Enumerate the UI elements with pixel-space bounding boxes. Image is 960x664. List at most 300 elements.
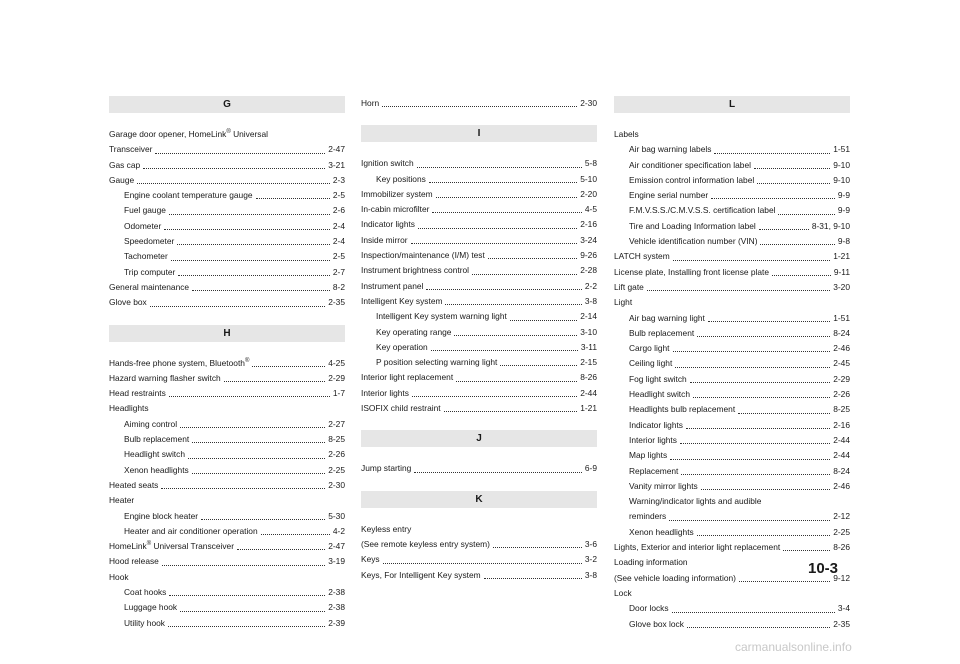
entry-text: Hook bbox=[109, 571, 129, 582]
index-entry bbox=[109, 524, 345, 539]
page-reference: 2-28 bbox=[580, 265, 597, 276]
dot-leader bbox=[412, 396, 577, 397]
dot-leader bbox=[256, 198, 330, 199]
entry-text: Aiming control bbox=[124, 418, 178, 429]
entry-text: Intelligent Key system warning light bbox=[376, 311, 507, 322]
page-reference: 3-10 bbox=[580, 326, 597, 337]
page-reference: 8-25 bbox=[833, 404, 850, 415]
entry-text: Lift gate bbox=[614, 281, 644, 292]
dot-leader bbox=[192, 442, 325, 443]
dot-leader bbox=[429, 182, 577, 183]
entry-text: Fog light switch bbox=[629, 373, 687, 384]
index-entry bbox=[614, 356, 850, 371]
index-entry bbox=[614, 311, 850, 326]
index-column-1 bbox=[109, 96, 345, 631]
entry-text: Heater bbox=[109, 495, 135, 506]
page-reference: 3-24 bbox=[580, 234, 597, 245]
page-reference: 2-26 bbox=[833, 389, 850, 400]
page-reference: 2-15 bbox=[580, 357, 597, 368]
dot-leader bbox=[436, 197, 578, 198]
entry-text: Gas cap bbox=[109, 159, 141, 170]
entry-text: Bulb replacement bbox=[124, 434, 190, 445]
index-entry bbox=[614, 158, 850, 173]
entry-text: Hood release bbox=[109, 556, 159, 567]
page-reference: 6-9 bbox=[584, 463, 597, 474]
index-entry bbox=[361, 355, 597, 370]
dot-leader bbox=[687, 627, 830, 628]
entry-text: Trip computer bbox=[124, 266, 176, 277]
index-entry bbox=[361, 537, 597, 552]
page-reference: 2-3 bbox=[332, 174, 345, 185]
dot-leader bbox=[192, 290, 330, 291]
entry-text: Heater and air conditioner operation bbox=[124, 525, 258, 536]
page-reference: 8-31, 9-10 bbox=[811, 220, 850, 231]
entry-text: Cargo light bbox=[629, 343, 670, 354]
entry-text: Odometer bbox=[124, 220, 162, 231]
index-entry bbox=[109, 585, 345, 600]
dot-leader bbox=[168, 626, 325, 627]
entry-text: Coat hooks bbox=[124, 587, 167, 598]
dot-leader bbox=[739, 581, 830, 582]
page-number: 10-3 bbox=[808, 560, 839, 577]
dot-leader bbox=[697, 535, 831, 536]
entry-text: Interior lights bbox=[629, 434, 677, 445]
page-reference: 2-44 bbox=[833, 434, 850, 445]
dot-leader bbox=[472, 274, 577, 275]
entry-text: Keys bbox=[361, 554, 380, 565]
dot-leader bbox=[708, 321, 830, 322]
entry-text: Keyless entry bbox=[361, 523, 412, 534]
page-reference: 2-38 bbox=[328, 587, 345, 598]
dot-leader bbox=[680, 443, 830, 444]
index-entry bbox=[361, 340, 597, 355]
entry-text: Horn bbox=[361, 98, 380, 108]
page-reference: 1-21 bbox=[580, 403, 597, 414]
dot-leader bbox=[672, 612, 835, 613]
index-entry bbox=[614, 402, 850, 417]
index-entry bbox=[109, 173, 345, 188]
index-entry bbox=[109, 616, 345, 631]
entry-text: Instrument panel bbox=[361, 280, 424, 291]
entry-text: Indicator lights bbox=[361, 219, 415, 230]
page-reference: 4-5 bbox=[584, 204, 597, 215]
page-reference: 8-2 bbox=[332, 281, 345, 292]
page-reference: 2-27 bbox=[328, 418, 345, 429]
dot-leader bbox=[237, 549, 325, 550]
entry-text: Lock bbox=[614, 587, 632, 598]
entry-text: (See vehicle loading information) bbox=[614, 572, 736, 583]
page-reference: 8-26 bbox=[580, 372, 597, 383]
entry-text: Tachometer bbox=[124, 251, 168, 262]
page-reference: 9-10 bbox=[833, 174, 850, 185]
section-header: L bbox=[614, 96, 850, 113]
index-heading bbox=[361, 522, 597, 537]
entry-text: Inside mirror bbox=[361, 234, 408, 245]
page-reference: 8-24 bbox=[833, 327, 850, 338]
entry-text: Gauge bbox=[109, 174, 135, 185]
dot-leader bbox=[382, 106, 577, 107]
entry-text: Immobilizer system bbox=[361, 188, 433, 199]
page-reference: 2-20 bbox=[580, 188, 597, 199]
entry-text: Garage door opener, HomeLink® Universal bbox=[109, 129, 268, 139]
index-entry bbox=[109, 539, 345, 554]
dot-leader bbox=[697, 336, 830, 337]
index-entry bbox=[614, 601, 850, 616]
entry-text: Inspection/maintenance (I/M) test bbox=[361, 250, 485, 261]
entry-text: Utility hook bbox=[124, 617, 165, 628]
page-reference: 8-26 bbox=[833, 542, 850, 553]
entry-text: Loading information bbox=[614, 557, 688, 568]
index-entry bbox=[614, 540, 850, 555]
entry-text: Intelligent Key system bbox=[361, 295, 443, 306]
dot-leader bbox=[738, 413, 830, 414]
dot-leader bbox=[431, 350, 578, 351]
index-heading bbox=[614, 494, 850, 509]
dot-leader bbox=[261, 534, 330, 535]
index-entry bbox=[361, 156, 597, 171]
index-entry bbox=[614, 479, 850, 494]
entry-text: Air bag warning light bbox=[629, 312, 705, 323]
entry-text: Map lights bbox=[629, 450, 668, 461]
dot-leader bbox=[137, 183, 330, 184]
index-heading bbox=[109, 127, 345, 142]
entry-text: License plate, Installing front license plate bbox=[614, 266, 770, 277]
entry-text: Air conditioner specification label bbox=[629, 159, 751, 170]
entry-text: Xenon headlights bbox=[629, 526, 694, 537]
entry-text: reminders bbox=[629, 511, 667, 522]
entry-text: ISOFIX child restraint bbox=[361, 403, 441, 414]
index-entry bbox=[109, 280, 345, 295]
watermark: carmanualsonline.info bbox=[735, 640, 852, 654]
index-entry bbox=[614, 142, 850, 157]
page-reference: 2-25 bbox=[328, 464, 345, 475]
page-reference: 3-6 bbox=[584, 538, 597, 549]
dot-leader bbox=[778, 214, 834, 215]
entry-text: Hands-free phone system, Bluetooth® bbox=[109, 357, 250, 368]
index-column-3 bbox=[614, 96, 850, 632]
dot-leader bbox=[143, 168, 325, 169]
index-entry bbox=[614, 234, 850, 249]
index-entry bbox=[109, 219, 345, 234]
index-entry bbox=[109, 447, 345, 462]
page-reference: 1-7 bbox=[332, 388, 345, 399]
index-entry bbox=[109, 478, 345, 493]
index-entry bbox=[109, 463, 345, 478]
index-column-2 bbox=[361, 96, 597, 583]
page-reference: 2-47 bbox=[328, 144, 345, 155]
index-entry bbox=[361, 96, 597, 111]
page-reference: 2-46 bbox=[833, 343, 850, 354]
index-entry bbox=[614, 509, 850, 524]
dot-leader bbox=[426, 289, 582, 290]
dot-leader bbox=[760, 244, 834, 245]
page-reference: 2-29 bbox=[328, 372, 345, 383]
dot-leader bbox=[456, 381, 577, 382]
index-entry bbox=[109, 356, 345, 371]
index-entry bbox=[109, 265, 345, 280]
page-reference: 2-47 bbox=[328, 541, 345, 552]
page-reference: 2-6 bbox=[332, 205, 345, 216]
index-entry bbox=[361, 263, 597, 278]
dot-leader bbox=[484, 578, 582, 579]
entry-text: Speedometer bbox=[124, 236, 175, 247]
page-reference: 2-7 bbox=[332, 266, 345, 277]
dot-leader bbox=[754, 168, 830, 169]
index-entry bbox=[614, 173, 850, 188]
index-entry bbox=[361, 552, 597, 567]
index-entry bbox=[109, 234, 345, 249]
entry-text: Interior light replacement bbox=[361, 372, 454, 383]
section-header: K bbox=[361, 491, 597, 508]
entry-text: Keys, For Intelligent Key system bbox=[361, 569, 481, 580]
page-reference: 2-35 bbox=[833, 618, 850, 629]
page-reference: 3-11 bbox=[580, 341, 597, 352]
index-entry bbox=[614, 525, 850, 540]
page-reference: 2-16 bbox=[833, 419, 850, 430]
index-entry bbox=[109, 188, 345, 203]
dot-leader bbox=[411, 243, 578, 244]
index-entry bbox=[614, 617, 850, 632]
page-reference: 5-10 bbox=[580, 173, 597, 184]
page-reference: 2-26 bbox=[328, 449, 345, 460]
dot-leader bbox=[670, 459, 830, 460]
dot-leader bbox=[155, 153, 325, 154]
index-entry bbox=[109, 509, 345, 524]
dot-leader bbox=[681, 474, 830, 475]
section-header: J bbox=[361, 430, 597, 447]
entry-text: Engine coolant temperature gauge bbox=[124, 190, 253, 201]
page-reference: 4-25 bbox=[328, 357, 345, 368]
page-reference: 2-14 bbox=[580, 311, 597, 322]
entry-text: Transceiver bbox=[109, 144, 153, 155]
index-entry bbox=[614, 448, 850, 463]
dot-leader bbox=[161, 488, 325, 489]
entry-text: Warning/indicator lights and audible bbox=[629, 496, 762, 507]
entry-text: Engine serial number bbox=[629, 190, 709, 201]
dot-leader bbox=[444, 411, 578, 412]
entry-text: Hazard warning flasher switch bbox=[109, 372, 221, 383]
index-heading bbox=[614, 127, 850, 142]
entry-text: Luggage hook bbox=[124, 602, 178, 613]
entry-text: Door locks bbox=[629, 603, 669, 614]
index-entry bbox=[361, 187, 597, 202]
entry-text: Vehicle identification number (VIN) bbox=[629, 236, 758, 247]
dot-leader bbox=[432, 212, 581, 213]
entry-text: Key operating range bbox=[376, 326, 452, 337]
index-entry bbox=[361, 279, 597, 294]
dot-leader bbox=[714, 153, 830, 154]
index-entry bbox=[361, 568, 597, 583]
section-header: H bbox=[109, 325, 345, 342]
page-reference: 9-26 bbox=[580, 250, 597, 261]
index-entry bbox=[361, 325, 597, 340]
dot-leader bbox=[488, 258, 577, 259]
page-reference: 4-2 bbox=[332, 525, 345, 536]
dot-leader bbox=[164, 229, 330, 230]
entry-text: Headlights bulb replacement bbox=[629, 404, 736, 415]
page-reference: 1-51 bbox=[833, 144, 850, 155]
dot-leader bbox=[693, 397, 830, 398]
dot-leader bbox=[418, 228, 577, 229]
page-reference: 2-39 bbox=[328, 617, 345, 628]
entry-text: F.M.V.S.S./C.M.V.S.S. certification label bbox=[629, 205, 776, 216]
index-entry bbox=[614, 326, 850, 341]
entry-text: Air bag warning labels bbox=[629, 144, 712, 155]
entry-text: Ignition switch bbox=[361, 158, 414, 169]
index-heading bbox=[109, 493, 345, 508]
page-reference: 2-35 bbox=[328, 297, 345, 308]
page-reference: 2-44 bbox=[833, 450, 850, 461]
dot-leader bbox=[180, 427, 325, 428]
entry-text: Head restraints bbox=[109, 388, 166, 399]
page-reference: 2-4 bbox=[332, 220, 345, 231]
index-entry bbox=[361, 461, 597, 476]
index-heading bbox=[614, 295, 850, 310]
dot-leader bbox=[510, 320, 577, 321]
dot-leader bbox=[690, 382, 831, 383]
index-entry bbox=[109, 417, 345, 432]
entry-text: Vanity mirror lights bbox=[629, 480, 698, 491]
entry-text: Light bbox=[614, 297, 633, 308]
index-entry bbox=[614, 464, 850, 479]
dot-leader bbox=[188, 458, 325, 459]
index-entry bbox=[614, 387, 850, 402]
index-entry bbox=[614, 249, 850, 264]
section-header: G bbox=[109, 96, 345, 113]
entry-text: Fuel gauge bbox=[124, 205, 166, 216]
entry-text: (See remote keyless entry system) bbox=[361, 538, 490, 549]
page-reference: 8-25 bbox=[328, 434, 345, 445]
entry-text: Interior lights bbox=[361, 387, 409, 398]
page-reference: 9-10 bbox=[833, 159, 850, 170]
entry-text: HomeLink® Universal Transceiver bbox=[109, 541, 234, 552]
page-reference: 2-45 bbox=[833, 358, 850, 369]
entry-text: Xenon headlights bbox=[124, 464, 189, 475]
dot-leader bbox=[162, 565, 325, 566]
index-entry bbox=[361, 172, 597, 187]
dot-leader bbox=[772, 275, 831, 276]
index-entry bbox=[109, 432, 345, 447]
page-reference: 3-8 bbox=[584, 295, 597, 306]
entry-text: Glove box lock bbox=[629, 618, 684, 629]
index-entry bbox=[109, 600, 345, 615]
page-reference: 5-30 bbox=[328, 510, 345, 521]
dot-leader bbox=[647, 290, 830, 291]
page-reference: 2-5 bbox=[332, 251, 345, 262]
dot-leader bbox=[383, 563, 582, 564]
dot-leader bbox=[454, 335, 577, 336]
index-entry bbox=[361, 294, 597, 309]
index-entry bbox=[109, 203, 345, 218]
page-reference: 9-9 bbox=[837, 190, 850, 201]
page-reference: 2-16 bbox=[580, 219, 597, 230]
entry-text: Instrument brightness control bbox=[361, 265, 469, 276]
page-reference: 3-21 bbox=[328, 159, 345, 170]
page-reference: 2-30 bbox=[580, 98, 597, 108]
page-reference: 8-24 bbox=[833, 465, 850, 476]
index-entry bbox=[361, 233, 597, 248]
entry-text: Headlight switch bbox=[124, 449, 185, 460]
page-reference: 3-19 bbox=[328, 556, 345, 567]
page-reference: 9-11 bbox=[833, 266, 850, 277]
entry-text: Labels bbox=[614, 129, 639, 139]
dot-leader bbox=[500, 365, 577, 366]
index-heading bbox=[109, 570, 345, 585]
index-entry bbox=[361, 370, 597, 385]
page-reference: 1-21 bbox=[833, 251, 850, 262]
dot-leader bbox=[192, 473, 326, 474]
index-entry bbox=[614, 265, 850, 280]
dot-leader bbox=[669, 520, 830, 521]
entry-text: Key positions bbox=[376, 173, 426, 184]
dot-leader bbox=[171, 260, 330, 261]
index-entry bbox=[614, 280, 850, 295]
page-reference: 2-46 bbox=[833, 480, 850, 491]
entry-text: LATCH system bbox=[614, 251, 670, 262]
page-reference: 2-2 bbox=[584, 280, 597, 291]
index-entry bbox=[109, 554, 345, 569]
entry-text: P position selecting warning light bbox=[376, 357, 498, 368]
index-entry bbox=[361, 217, 597, 232]
index-entry bbox=[109, 158, 345, 173]
page-reference: 2-38 bbox=[328, 602, 345, 613]
dot-leader bbox=[759, 229, 809, 230]
dot-leader bbox=[701, 489, 831, 490]
page-reference: 5-8 bbox=[584, 158, 597, 169]
index-entry bbox=[361, 309, 597, 324]
entry-text: General maintenance bbox=[109, 281, 190, 292]
entry-text: Replacement bbox=[629, 465, 679, 476]
page-reference: 2-25 bbox=[833, 526, 850, 537]
index-entry bbox=[109, 371, 345, 386]
page-reference: 2-4 bbox=[332, 236, 345, 247]
index-entry bbox=[614, 341, 850, 356]
entry-text: Headlights bbox=[109, 403, 149, 414]
entry-text: Jump starting bbox=[361, 463, 412, 474]
dot-leader bbox=[673, 260, 831, 261]
index-entry bbox=[614, 219, 850, 234]
entry-text: Glove box bbox=[109, 297, 147, 308]
index-entry bbox=[614, 418, 850, 433]
dot-leader bbox=[417, 167, 582, 168]
index-entry bbox=[614, 433, 850, 448]
dot-leader bbox=[252, 366, 325, 367]
entry-text: Tire and Loading Information label bbox=[629, 220, 756, 231]
entry-text: Bulb replacement bbox=[629, 327, 695, 338]
dot-leader bbox=[757, 183, 830, 184]
index-entry bbox=[361, 401, 597, 416]
dot-leader bbox=[169, 396, 330, 397]
entry-text: Headlight switch bbox=[629, 389, 690, 400]
dot-leader bbox=[180, 611, 325, 612]
page-reference: 9-12 bbox=[833, 572, 850, 583]
index-entry bbox=[361, 386, 597, 401]
page-reference: 9-8 bbox=[837, 236, 850, 247]
dot-leader bbox=[711, 198, 835, 199]
entry-text: Emission control information label bbox=[629, 174, 755, 185]
entry-text: In-cabin microfilter bbox=[361, 204, 430, 215]
index-entry bbox=[361, 248, 597, 263]
dot-leader bbox=[169, 595, 325, 596]
page-reference: 2-5 bbox=[332, 190, 345, 201]
page-reference: 2-29 bbox=[833, 373, 850, 384]
index-entry bbox=[614, 203, 850, 218]
index-heading bbox=[109, 401, 345, 416]
page-reference: 2-30 bbox=[328, 479, 345, 490]
dot-leader bbox=[224, 381, 326, 382]
dot-leader bbox=[177, 244, 330, 245]
page-reference: 9-9 bbox=[837, 205, 850, 216]
